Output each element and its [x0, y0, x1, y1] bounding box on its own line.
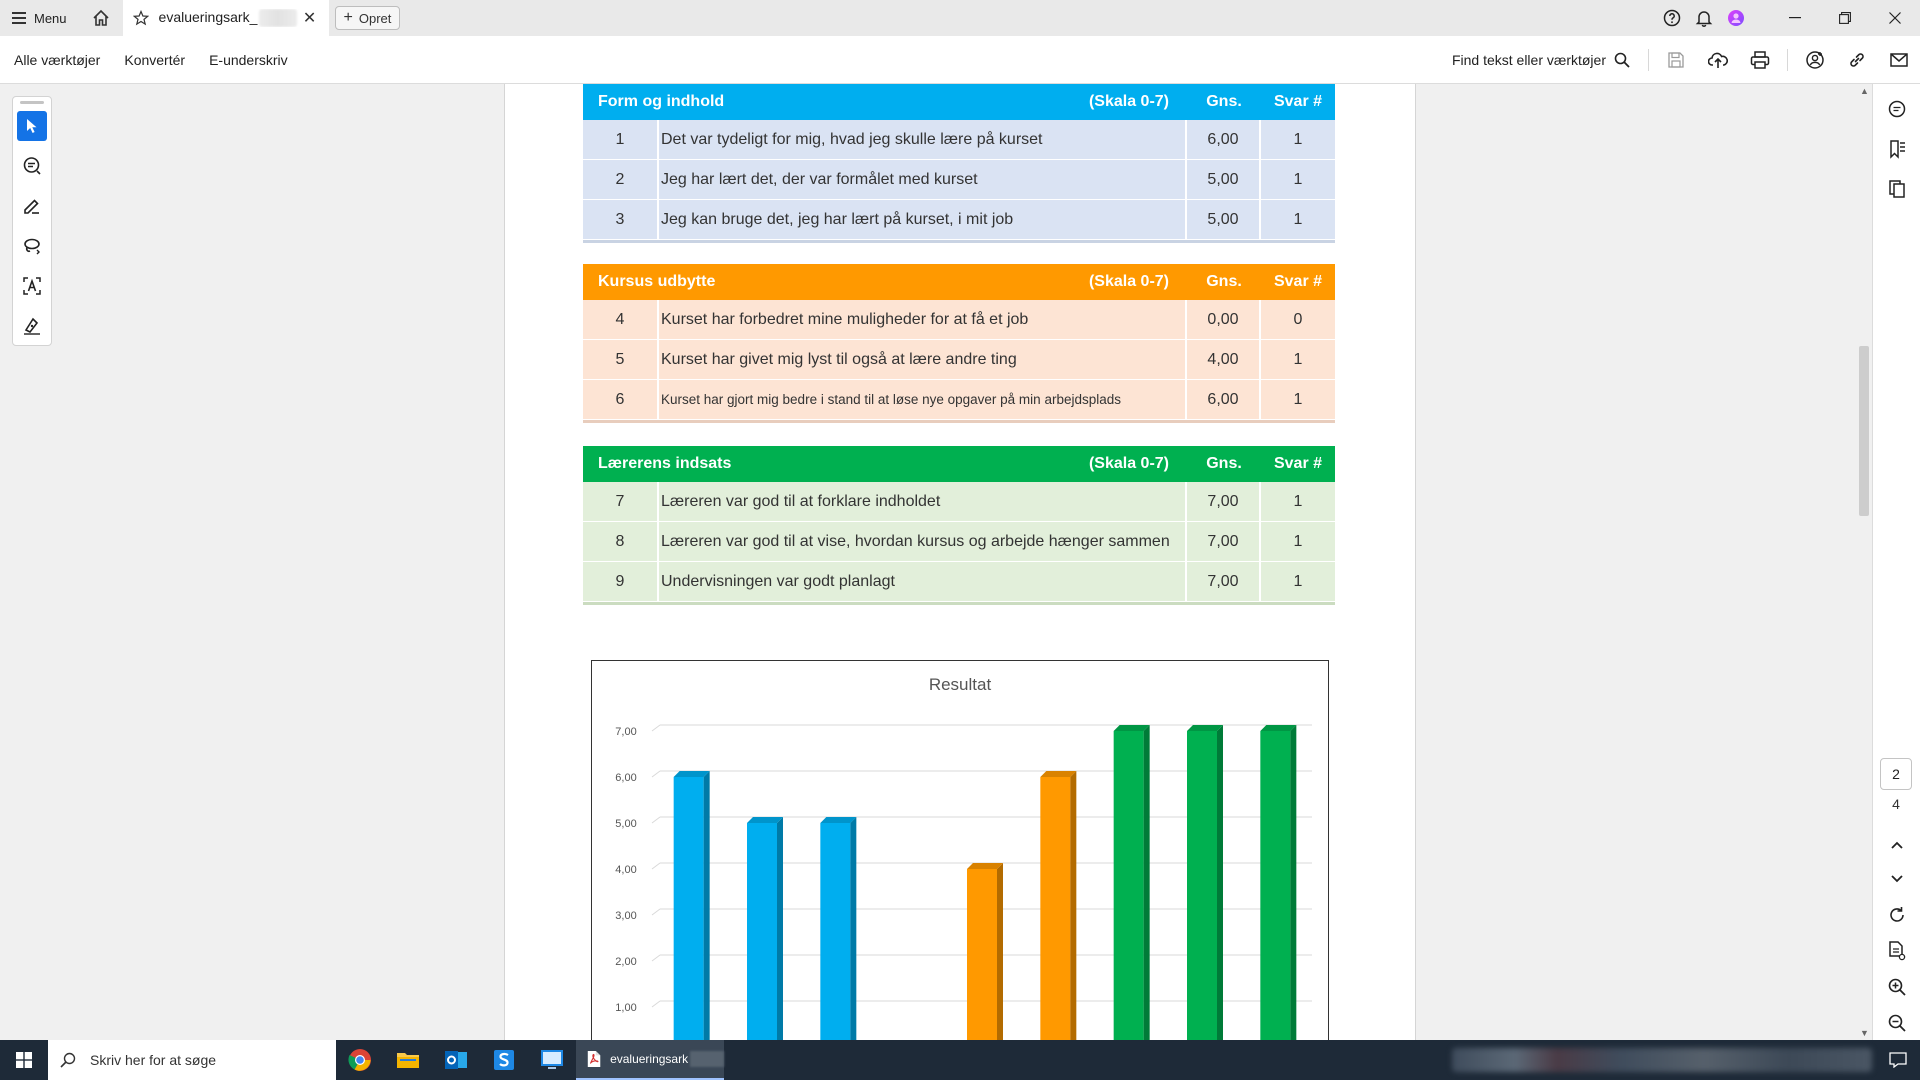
gridline-depth	[652, 725, 660, 731]
home-button[interactable]	[83, 0, 119, 36]
section-scale: (Skala 0-7)	[1088, 93, 1169, 110]
scrollbar-thumb[interactable]	[1859, 346, 1869, 516]
comment-circle-icon	[1887, 99, 1907, 119]
profile-button[interactable]	[1720, 0, 1752, 36]
bar	[1187, 731, 1217, 1040]
row-question: Jeg kan bruge det, jeg har lært på kurset, i mit job	[659, 200, 1187, 239]
search-icon	[60, 1052, 76, 1068]
section-header	[583, 84, 1335, 120]
vertical-scrollbar[interactable]	[1856, 84, 1872, 1040]
chrome-icon	[348, 1048, 372, 1072]
refresh-icon	[1888, 906, 1906, 924]
page-fit-button[interactable]	[1882, 936, 1912, 966]
bar	[820, 823, 850, 1040]
bar-top	[1187, 725, 1223, 731]
menu-toolbar	[0, 36, 1920, 84]
comment-icon	[22, 156, 42, 176]
row-average: 0,00	[1187, 300, 1261, 339]
table-row	[583, 160, 1335, 200]
upload-cloud-button[interactable]	[1697, 36, 1739, 84]
y-tick-label: 4,00	[615, 864, 637, 876]
windows-taskbar	[0, 1040, 1920, 1080]
row-count: 1	[1293, 170, 1303, 188]
row-question: Læreren var god til at vise, hvordan kursus og arbejde hænger sammen	[659, 522, 1187, 561]
menu-button[interactable]	[0, 0, 79, 36]
bar	[1260, 731, 1290, 1040]
row-number: 2	[583, 160, 659, 199]
row-count: 1	[1293, 130, 1303, 148]
table-row	[583, 562, 1335, 602]
plus-icon: +	[343, 9, 353, 26]
start-button[interactable]	[0, 1040, 48, 1080]
zoom-in-icon	[1888, 978, 1906, 996]
bar-top	[1114, 725, 1150, 731]
copy-link-button[interactable]	[1836, 36, 1878, 84]
result-chart	[591, 660, 1329, 1040]
taskbar-outlook[interactable]	[432, 1040, 480, 1080]
chart-title: Resultat	[928, 675, 992, 694]
app-s-icon	[493, 1049, 515, 1071]
row-question: Det var tydeligt for mig, hvad jeg skulle lære på kurset	[659, 120, 1187, 159]
cloud-upload-icon	[1708, 51, 1728, 69]
bar-side	[850, 817, 856, 1040]
count-header: Svar #	[1273, 273, 1323, 290]
comments-panel-button[interactable]	[1882, 94, 1912, 124]
lasso-icon	[22, 236, 42, 256]
system-tray[interactable]	[1452, 1048, 1872, 1072]
draw-tool[interactable]	[17, 231, 47, 261]
minimize-button[interactable]	[1770, 0, 1820, 36]
pages-panel-button[interactable]	[1882, 174, 1912, 204]
search-icon	[1614, 52, 1630, 68]
taskbar-search-placeholder: Skriv her for at søge	[90, 1052, 217, 1068]
save-icon	[1667, 51, 1685, 69]
row-average: 7,00	[1187, 482, 1261, 521]
pdf-icon	[586, 1049, 602, 1069]
bar	[747, 823, 777, 1040]
bar-side	[997, 863, 1003, 1040]
avg-header: Gns.	[1206, 273, 1242, 290]
separator	[1787, 49, 1788, 71]
y-tick-label: 3,00	[615, 910, 637, 922]
home-icon	[92, 9, 110, 27]
taskbar-search[interactable]	[48, 1040, 336, 1080]
help-icon	[1663, 9, 1681, 27]
pages-icon	[1887, 179, 1907, 199]
hamburger-icon	[12, 12, 26, 24]
row-count: 1	[1293, 390, 1303, 408]
row-number: 8	[583, 522, 659, 561]
row-question: Læreren var god til at forklare indholdet	[659, 482, 1187, 521]
row-count: 1	[1293, 492, 1303, 510]
text-recognize-tool[interactable]	[17, 271, 47, 301]
signature-pen-icon	[22, 316, 42, 336]
notifications-button[interactable]	[1688, 0, 1720, 36]
tab-close-button[interactable]: ✕	[302, 10, 317, 27]
section-title: Kursus udbytte	[598, 273, 716, 290]
bar-side	[777, 817, 783, 1040]
page-settings-icon	[1888, 941, 1906, 961]
row-number: 4	[583, 300, 659, 339]
next-page-button[interactable]	[1882, 864, 1912, 894]
y-tick-label: 2,00	[615, 956, 637, 968]
section-title: Form og indhold	[598, 93, 725, 110]
row-count: 0	[1293, 310, 1303, 328]
restore-icon	[1839, 12, 1851, 24]
section-scale: (Skala 0-7)	[1088, 273, 1169, 290]
close-window-button[interactable]	[1870, 0, 1920, 36]
y-tick-label: 1,00	[615, 1002, 637, 1014]
current-page-input[interactable]: 2	[1880, 758, 1912, 790]
section-teacher-effort	[583, 446, 1335, 605]
row-count: 1	[1293, 572, 1303, 590]
find-tools-search[interactable]	[1452, 52, 1630, 68]
row-number: 1	[583, 120, 659, 159]
taskbar-chrome[interactable]	[336, 1040, 384, 1080]
create-button[interactable]	[335, 6, 401, 30]
gridline-depth	[652, 1001, 660, 1007]
taskbar-app-s[interactable]	[480, 1040, 528, 1080]
row-question: Kurset har forbedret mine muligheder for at få et job	[659, 300, 1187, 339]
sign-tool[interactable]	[17, 311, 47, 341]
table-row	[583, 380, 1335, 420]
menu-esign[interactable]: E-underskriv	[209, 51, 288, 68]
previous-page-button[interactable]	[1882, 830, 1912, 860]
gridline-depth	[652, 771, 660, 777]
document-page[interactable]	[505, 84, 1415, 1040]
row-average: 6,00	[1187, 120, 1261, 159]
bookmarks-panel-button[interactable]	[1882, 134, 1912, 164]
outlook-icon	[444, 1049, 468, 1071]
section-scale: (Skala 0-7)	[1088, 455, 1169, 472]
bar	[1114, 731, 1144, 1040]
bar-side	[1217, 725, 1223, 1040]
bar	[1040, 777, 1070, 1040]
star-icon[interactable]	[133, 10, 149, 26]
zoom-in-button[interactable]	[1882, 972, 1912, 1002]
y-tick-label: 6,00	[615, 772, 637, 784]
title-bar	[0, 0, 1920, 36]
help-button[interactable]	[1656, 0, 1688, 36]
find-tools-label: Find tekst eller værktøjer	[1451, 52, 1606, 68]
taskbar-remote-desktop[interactable]	[528, 1040, 576, 1080]
share-people-button[interactable]	[1794, 36, 1836, 84]
count-header: Svar #	[1273, 455, 1323, 472]
y-tick-label: 5,00	[615, 818, 637, 830]
row-average: 6,00	[1187, 380, 1261, 419]
comment-tool[interactable]	[17, 151, 47, 181]
section-bottom-border	[583, 240, 1335, 243]
gridline-depth	[652, 817, 660, 823]
tab-title: evalueringsark_	[159, 9, 301, 27]
select-tool[interactable]	[17, 111, 47, 141]
taskbar-acrobat[interactable]	[576, 1040, 724, 1080]
row-average: 4,00	[1187, 340, 1261, 379]
bar-top	[820, 817, 856, 823]
text-select-icon	[22, 276, 42, 296]
folder-icon	[396, 1050, 420, 1070]
taskbar-file-explorer[interactable]	[384, 1040, 432, 1080]
table-row	[583, 482, 1335, 522]
row-question: Kurset har gjort mig bedre i stand til at løse nye opgaver på min arbejdsplads	[659, 380, 1187, 419]
y-tick-label: 7,00	[615, 726, 637, 738]
section-course-benefit	[583, 264, 1335, 423]
menu-all-tools[interactable]: Alle værktøjer	[14, 51, 101, 68]
table-row	[583, 120, 1335, 160]
row-number: 7	[583, 482, 659, 521]
gridline-depth	[652, 863, 660, 869]
row-average: 5,00	[1187, 200, 1261, 239]
total-pages: 4	[1892, 796, 1900, 812]
quick-tools-rail	[12, 96, 52, 346]
share-people-icon	[1805, 50, 1825, 70]
create-label: Opret	[358, 10, 392, 26]
table-row	[583, 200, 1335, 240]
save-button[interactable]	[1655, 36, 1697, 84]
highlight-tool[interactable]	[17, 191, 47, 221]
scroll-down-arrow-icon[interactable]: ▼	[1860, 1028, 1869, 1038]
row-question: Undervisningen var godt planlagt	[659, 562, 1187, 601]
refresh-button[interactable]	[1882, 900, 1912, 930]
row-count: 1	[1293, 210, 1303, 228]
right-sidebar	[1872, 84, 1920, 1040]
section-bottom-border	[583, 420, 1335, 423]
print-button[interactable]	[1739, 36, 1781, 84]
cursor-icon	[24, 118, 40, 134]
menu-label: Menu	[34, 10, 67, 26]
bar-top	[967, 863, 1003, 869]
row-average: 7,00	[1187, 522, 1261, 561]
row-question: Jeg har lært det, der var formålet med kurset	[659, 160, 1187, 199]
left-panel	[0, 84, 505, 1040]
bar-top	[674, 771, 710, 777]
table-row	[583, 340, 1335, 380]
row-average: 5,00	[1187, 160, 1261, 199]
zoom-out-icon	[1888, 1014, 1906, 1032]
scroll-up-arrow-icon[interactable]: ▲	[1860, 86, 1869, 96]
bar-side	[1144, 725, 1150, 1040]
bar-side	[1290, 725, 1296, 1040]
action-center-button[interactable]	[1876, 1040, 1920, 1080]
bar-top	[747, 817, 783, 823]
chevron-up-icon	[1890, 840, 1904, 850]
notification-icon	[1889, 1052, 1907, 1068]
bar	[674, 777, 704, 1040]
link-icon	[1848, 51, 1866, 69]
row-count: 1	[1293, 532, 1303, 550]
chevron-down-icon	[1890, 874, 1904, 884]
bookmark-icon	[1887, 139, 1907, 159]
row-number: 6	[583, 380, 659, 419]
bar	[967, 869, 997, 1040]
pen-icon	[22, 196, 42, 216]
printer-icon	[1750, 51, 1770, 69]
section-form-content	[583, 84, 1335, 243]
gridline-depth	[652, 909, 660, 915]
chart-plot	[592, 661, 1328, 1040]
minimize-icon	[1789, 17, 1801, 19]
taskbar-acrobat-label: evalueringsark	[610, 1052, 689, 1066]
section-title: Lærerens indsats	[598, 455, 732, 472]
bell-icon	[1695, 9, 1713, 27]
drag-handle[interactable]	[20, 101, 44, 104]
table-row	[583, 300, 1335, 340]
menu-convert[interactable]: Konvertér	[124, 51, 186, 68]
mail-icon	[1890, 52, 1908, 68]
row-question: Kurset har givet mig lyst til også at lære andre ting	[659, 340, 1187, 379]
section-header	[583, 264, 1335, 300]
avatar-icon	[1727, 9, 1745, 27]
document-tab[interactable]	[123, 0, 329, 36]
section-header	[583, 446, 1335, 482]
row-number: 9	[583, 562, 659, 601]
separator	[1648, 49, 1649, 71]
row-average: 7,00	[1187, 562, 1261, 601]
monitor-icon	[540, 1049, 564, 1071]
count-header: Svar #	[1273, 93, 1323, 110]
row-number: 3	[583, 200, 659, 239]
section-bottom-border	[583, 602, 1335, 605]
windows-logo-icon	[16, 1052, 32, 1068]
table-row	[583, 522, 1335, 562]
bar-side	[704, 771, 710, 1040]
close-icon	[1889, 12, 1901, 24]
avg-header: Gns.	[1206, 455, 1242, 472]
row-count: 1	[1293, 350, 1303, 368]
bar-top	[1260, 725, 1296, 731]
right-margin	[1415, 84, 1859, 1040]
bar-side	[1070, 771, 1076, 1040]
bar-top	[1040, 771, 1076, 777]
avg-header: Gns.	[1206, 93, 1242, 110]
gridline-depth	[652, 955, 660, 961]
row-number: 5	[583, 340, 659, 379]
zoom-out-button[interactable]	[1882, 1008, 1912, 1038]
email-button[interactable]	[1878, 36, 1920, 84]
restore-button[interactable]	[1820, 0, 1870, 36]
